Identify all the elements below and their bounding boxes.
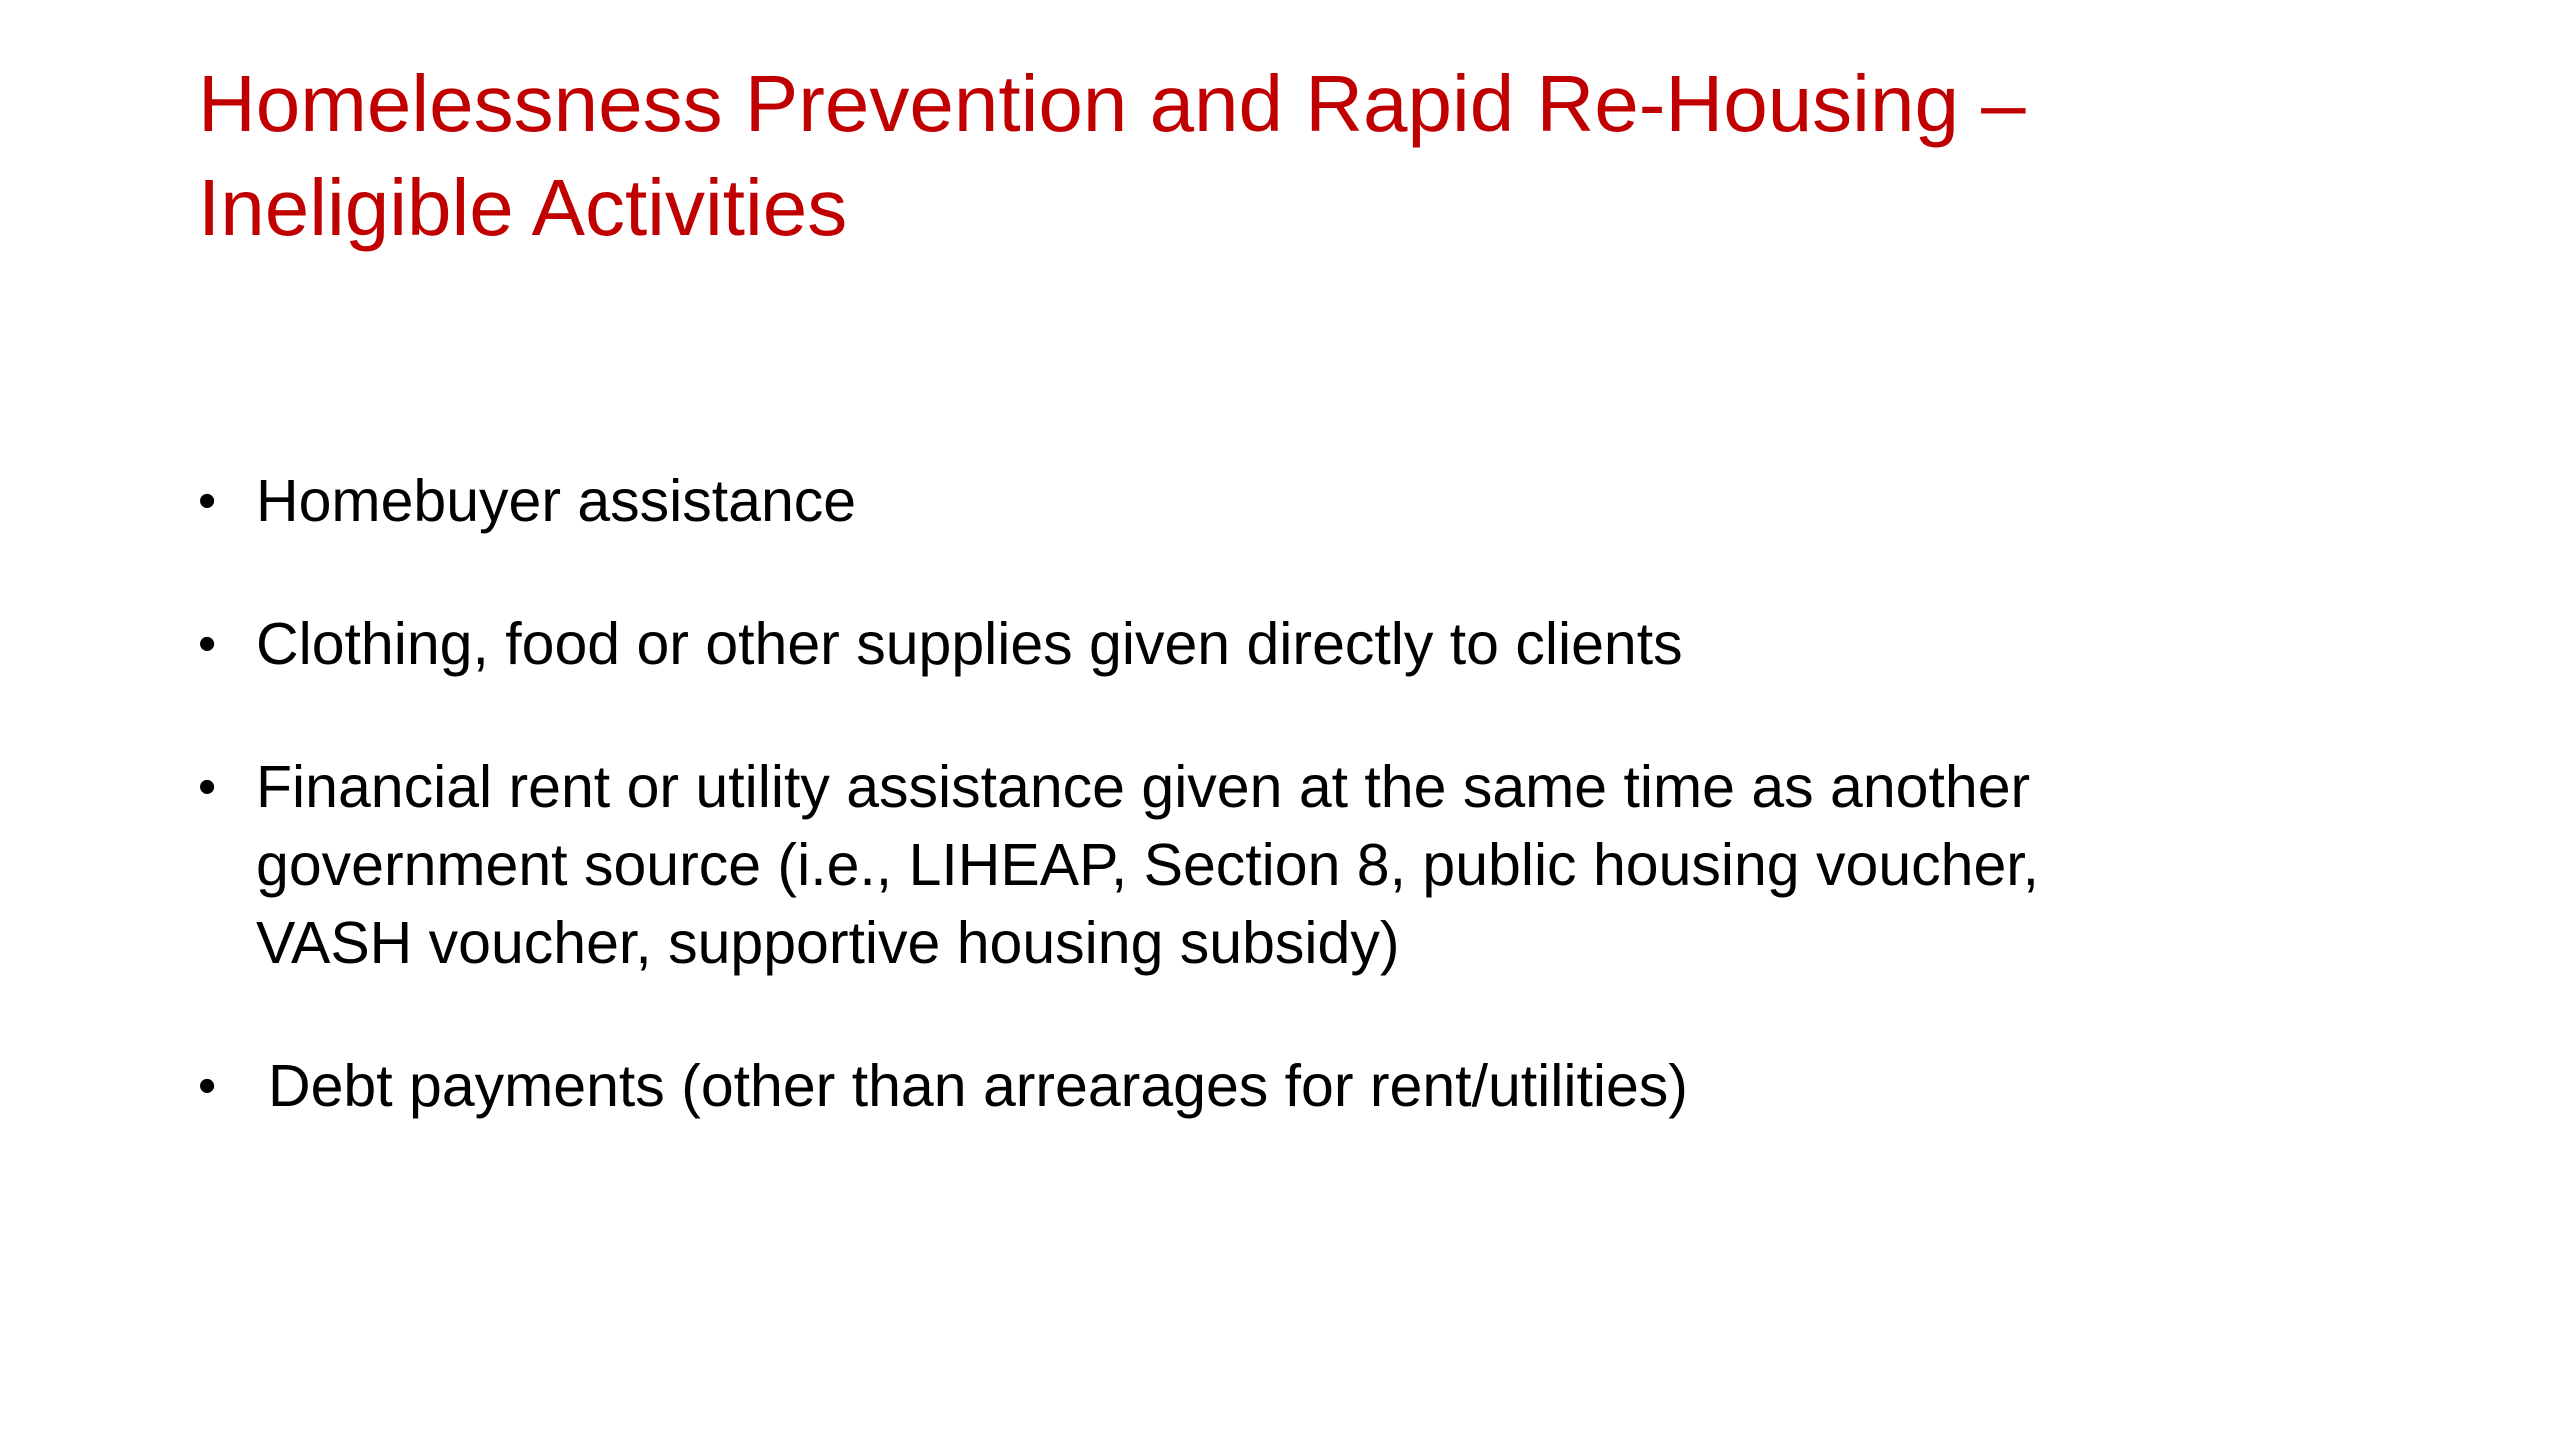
bullet-text <box>268 1047 2398 1125</box>
bullet-icon: • <box>198 758 217 816</box>
bullet-text-line: VASH voucher, supportive housing subsidy) <box>256 910 1400 976</box>
bullet-item-homebuyer-assistance <box>198 462 2398 540</box>
bullet-icon: • <box>198 472 217 530</box>
bullet-item-financial-rent-utility <box>198 748 2398 982</box>
bullet-text <box>256 462 2398 540</box>
bullet-item-debt-payments <box>198 1047 2398 1125</box>
bullet-text <box>256 748 2398 982</box>
bullet-text-line: Debt payments (other than arrearages for rent/utilities) <box>268 1053 1688 1119</box>
slide-title-line-1: Homelessness Prevention and Rapid Re-Housing – <box>198 59 2026 148</box>
bullet-text-line: Clothing, food or other supplies given directly to clients <box>256 611 1683 677</box>
bullet-text-line: Financial rent or utility assistance given at the same time as another <box>256 754 2031 820</box>
bullet-list <box>198 462 2398 1190</box>
bullet-text <box>256 605 2398 683</box>
slide-title <box>198 52 2348 260</box>
bullet-icon: • <box>198 615 217 673</box>
bullet-text-line: Homebuyer assistance <box>256 468 857 534</box>
bullet-item-clothing-food-supplies <box>198 605 2398 683</box>
slide-title-line-2: Ineligible Activities <box>198 163 848 252</box>
bullet-text-line: government source (i.e., LIHEAP, Section 8, public housing voucher, <box>256 832 2040 898</box>
bullet-icon: • <box>198 1057 217 1115</box>
